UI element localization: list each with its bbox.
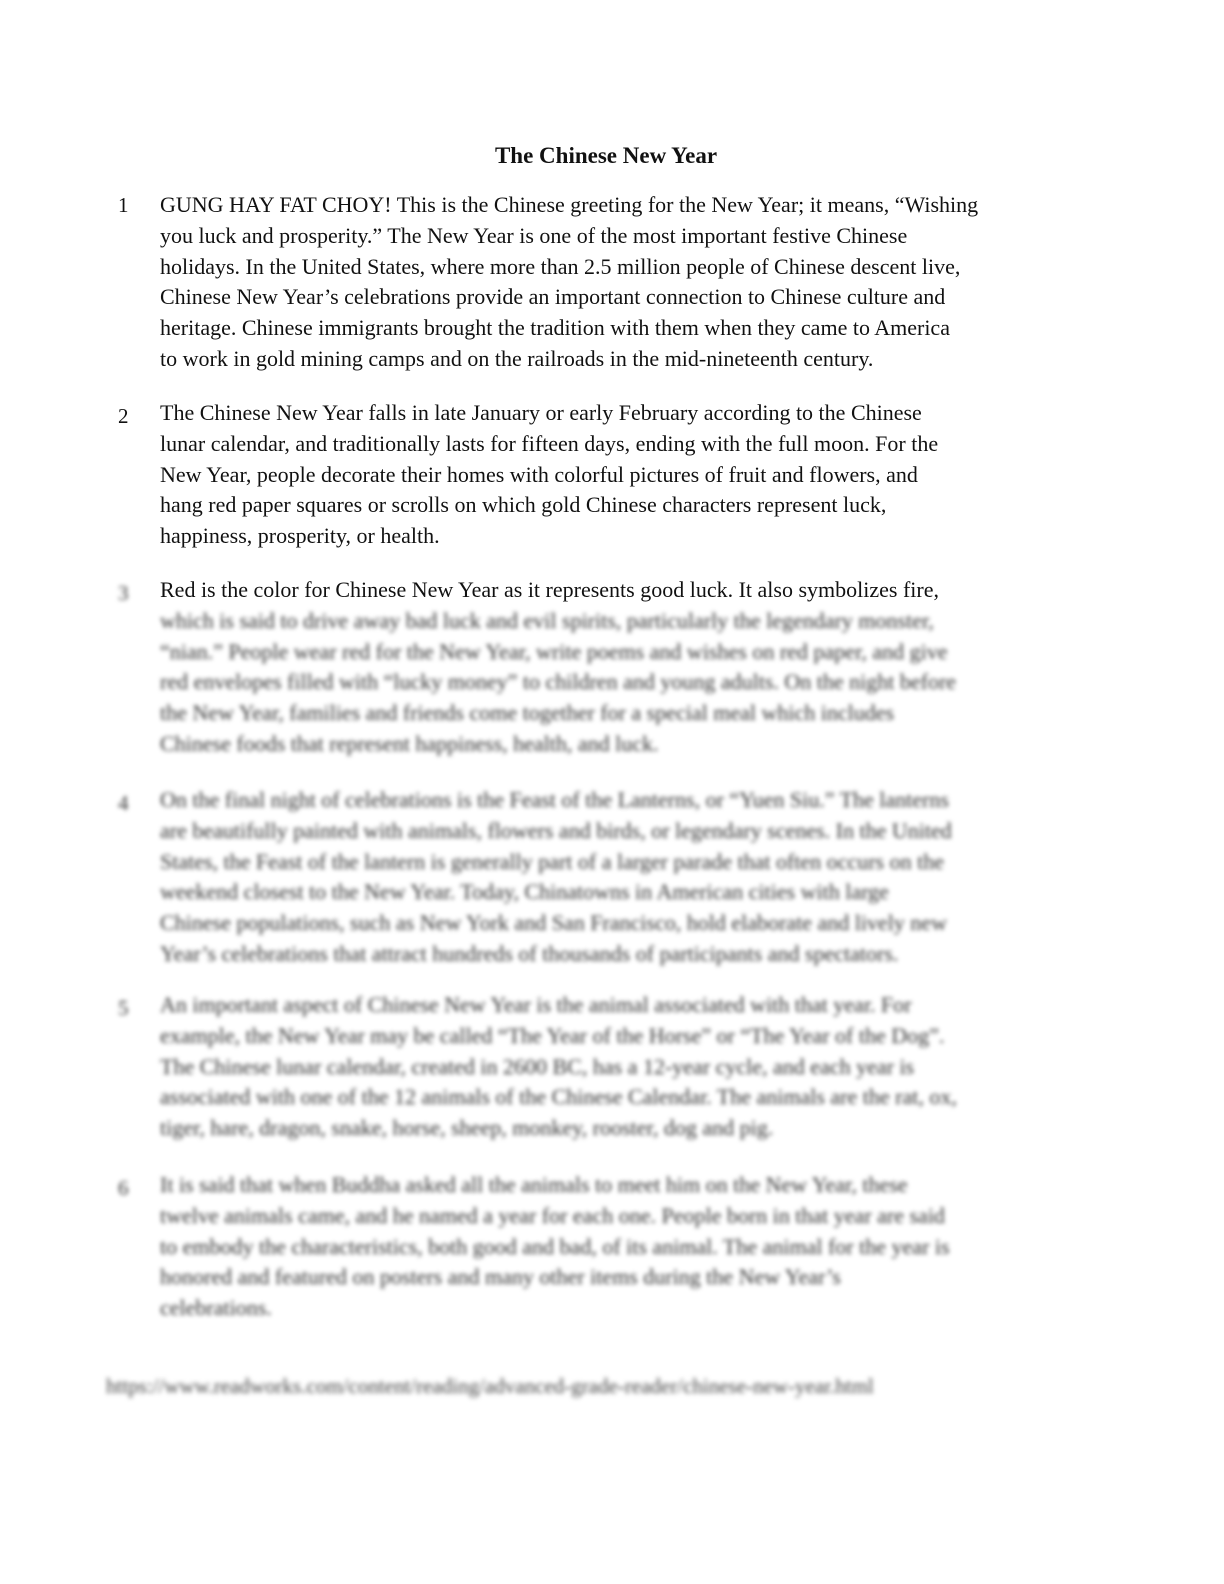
paragraph-number: 5 <box>118 996 129 1020</box>
text-line: It is said that when Buddha asked all the animals to meet him on the New Year, these <box>160 1172 908 1197</box>
text-line: The Chinese New Year falls in late January or early February according to the Chinese <box>160 400 922 425</box>
text-line: Chinese New Year’s celebrations provide an important connection to Chinese culture and <box>160 284 946 310</box>
text-line: weekend closest to the New Year. Today, Chinatowns in American cities with large <box>160 879 889 905</box>
text-line: associated with one of the 12 animals of the Chinese Calendar. The animals are the rat, ox, <box>160 1084 957 1110</box>
paragraph-number: 6 <box>118 1176 129 1200</box>
text-line: “nian.” People wear red for the New Year, write poems and wishes on red paper, and give <box>160 638 948 664</box>
paragraph-number: 3 <box>118 581 129 605</box>
text-line: Chinese populations, such as New York and San Francisco, hold elaborate and lively new <box>160 910 947 936</box>
text-line: hang red paper squares or scrolls on which gold Chinese characters represent luck, <box>160 492 887 518</box>
text-line: GUNG HAY FAT CHOY! This is the Chinese greeting for the New Year; it means, “Wishing <box>160 192 979 217</box>
paragraph-number: 2 <box>118 404 129 428</box>
text-line: happiness, prosperity, or health. <box>160 523 440 549</box>
text-line: Year’s celebrations that attract hundreds of thousands of participants and spectators. <box>160 940 899 966</box>
source-url: https://www.readworks.com/content/reading/advanced-grade-reader/chinese-new-year.html <box>106 1374 874 1398</box>
text-line: the New Year, families and friends come together for a special meal which includes <box>160 700 895 726</box>
paragraph-number: 1 <box>118 193 129 217</box>
text-line: red envelopes filled with “lucky money” to children and young adults. On the night before <box>160 669 957 695</box>
text-line: example, the New Year may be called “The Year of the Horse” or “The Year of the Dog”. <box>160 1022 945 1048</box>
text-line: An important aspect of Chinese New Year is the animal associated with that year. For <box>160 992 912 1017</box>
document-title: The Chinese New Year <box>494 143 718 168</box>
text-line: On the final night of celebrations is the Feast of the Lanterns, or “Yuen Siu.” The lanterns <box>160 787 949 812</box>
paragraph-number: 4 <box>118 791 129 815</box>
text-line: are beautifully painted with animals, flowers and birds, or legendary scenes. In the United <box>160 817 952 843</box>
text-line: celebrations. <box>160 1295 272 1321</box>
text-line: States, the Feast of the lantern is generally part of a larger parade that often occurs on the <box>160 848 944 874</box>
text-line: Red is the color for Chinese New Year as it represents good luck. It also symbolizes fire, <box>160 577 939 602</box>
text-line: twelve animals came, and he named a year for each one. People born in that year are said <box>160 1202 945 1228</box>
text-line: tiger, hare, dragon, snake, horse, sheep, monkey, rooster, dog and pig. <box>160 1115 774 1141</box>
text-line: which is said to drive away bad luck and evil spirits, particularly the legendary monster, <box>160 607 934 633</box>
text-line: honored and featured on posters and many other items during the New Year’s <box>160 1264 841 1290</box>
text-line: holidays. In the United States, where more than 2.5 million people of Chinese descent live, <box>160 253 961 279</box>
text-line: lunar calendar, and traditionally lasts for fifteen days, ending with the full moon. For the <box>160 430 939 456</box>
text-line: heritage. Chinese immigrants brought the tradition with them when they came to America <box>160 315 950 341</box>
text-line: you luck and prosperity.” The New Year is one of the most important festive Chinese <box>160 222 908 248</box>
text-line: to embody the characteristics, both good and bad, of its animal. The animal for the year is <box>160 1233 950 1259</box>
text-line: Chinese foods that represent happiness, health, and luck. <box>160 730 659 756</box>
text-line: The Chinese lunar calendar, created in 2600 BC, has a 12-year cycle, and each year is <box>160 1053 915 1079</box>
text-line: New Year, people decorate their homes with colorful pictures of fruit and flowers, and <box>160 461 918 487</box>
text-line: to work in gold mining camps and on the railroads in the mid-nineteenth century. <box>160 345 874 371</box>
